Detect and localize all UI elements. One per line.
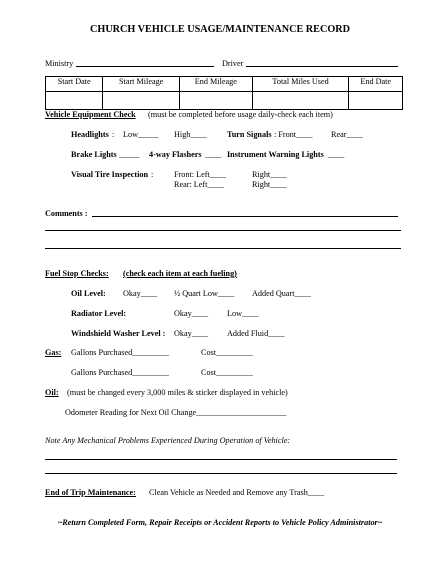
col-start-date: Start Date: [46, 77, 103, 92]
comments-line-3[interactable]: [45, 248, 401, 249]
turn-signals-label: Turn Signals: [227, 130, 272, 139]
oil-level-quart-low[interactable]: ½ Quart Low____: [174, 289, 235, 298]
odometer-field[interactable]: Odometer Reading for Next Oil Change______________________: [65, 408, 287, 417]
turn-signals-front[interactable]: : Front____: [274, 130, 313, 139]
form-title: CHURCH VEHICLE USAGE/MAINTENANCE RECORD: [90, 24, 350, 35]
footer-instruction: ~Return Completed Form, Repair Receipts or Accident Reports to Vehicle Policy Administrator~: [57, 518, 383, 527]
end-mileage-cell[interactable]: [179, 92, 252, 110]
end-date-cell[interactable]: [349, 92, 403, 110]
col-total-miles: Total Miles Used: [252, 77, 349, 92]
fuel-note: (check each item at each fueling): [123, 269, 237, 278]
tire-front-left[interactable]: Front: Left____: [174, 170, 227, 179]
tire-front-right[interactable]: Right____: [252, 170, 287, 179]
washer-added[interactable]: Added Fluid____: [227, 329, 285, 338]
headlights-low[interactable]: Low_____: [123, 130, 159, 139]
driver-field[interactable]: [246, 66, 398, 67]
oil-level-added[interactable]: Added Quart____: [252, 289, 311, 298]
col-end-date: End Date: [349, 77, 403, 92]
equipment-note: (must be completed before usage daily-check each item): [148, 110, 333, 119]
start-date-cell[interactable]: [46, 92, 103, 110]
headlights-colon: :: [112, 130, 115, 139]
end-trip-text[interactable]: Clean Vehicle as Needed and Remove any Trash____: [149, 488, 325, 497]
comments-line-1[interactable]: [92, 216, 398, 217]
end-trip-label: End of Trip Maintenance:: [45, 488, 136, 497]
radiator-label: Radiator Level:: [71, 309, 127, 318]
gas-label: Gas:: [45, 348, 62, 357]
oil-level-label: Oil Level:: [71, 289, 106, 298]
ministry-label: Ministry: [45, 59, 74, 68]
mechanical-line-2[interactable]: [45, 473, 397, 474]
tire-inspection-label: Visual Tire Inspection: [71, 170, 149, 179]
comments-label: Comments :: [45, 209, 88, 218]
mechanical-note: Note Any Mechanical Problems Experienced During Operation of Vehicle:: [45, 436, 291, 445]
oil-label: Oil:: [45, 388, 59, 397]
radiator-low[interactable]: Low____: [227, 309, 259, 318]
gas-cost-1[interactable]: Cost_________: [201, 348, 253, 357]
washer-okay[interactable]: Okay____: [174, 329, 209, 338]
brake-lights-blank[interactable]: _____: [119, 150, 140, 159]
usage-table: [45, 76, 403, 110]
warning-lights-label: Instrument Warning Lights: [227, 150, 324, 159]
gas-cost-2[interactable]: Cost_________: [201, 368, 253, 377]
start-mileage-cell[interactable]: [103, 92, 180, 110]
tire-inspection-colon: :: [151, 170, 154, 179]
equipment-heading: Vehicle Equipment Check: [45, 110, 136, 119]
tire-rear-right[interactable]: Right____: [252, 180, 287, 189]
tire-rear-left[interactable]: Rear: Left____: [174, 180, 224, 189]
oil-level-okay[interactable]: Okay____: [123, 289, 158, 298]
total-miles-cell[interactable]: [252, 92, 349, 110]
mechanical-line-1[interactable]: [45, 459, 397, 460]
washer-label: Windshield Washer Level :: [71, 329, 166, 338]
brake-lights-label: Brake Lights: [71, 150, 117, 159]
comments-line-2[interactable]: [45, 230, 401, 231]
headlights-high[interactable]: High____: [174, 130, 207, 139]
col-end-mileage: End Mileage: [179, 77, 252, 92]
warning-lights-blank[interactable]: ____: [328, 150, 345, 159]
oil-note: (must be changed every 3,000 miles & sticker displayed in vehicle): [67, 388, 288, 397]
gas-gallons-2[interactable]: Gallons Purchased_________: [71, 368, 170, 377]
headlights-label: Headlights: [71, 130, 109, 139]
fuel-heading: Fuel Stop Checks:: [45, 269, 109, 278]
gas-gallons-1[interactable]: Gallons Purchased_________: [71, 348, 170, 357]
flashers-label: 4-way Flashers: [149, 150, 202, 159]
col-start-mileage: Start Mileage: [103, 77, 180, 92]
radiator-okay[interactable]: Okay____: [174, 309, 209, 318]
driver-label: Driver: [222, 59, 244, 68]
turn-signals-rear[interactable]: Rear____: [331, 130, 363, 139]
flashers-blank[interactable]: ____: [205, 150, 222, 159]
ministry-field[interactable]: [76, 66, 214, 67]
